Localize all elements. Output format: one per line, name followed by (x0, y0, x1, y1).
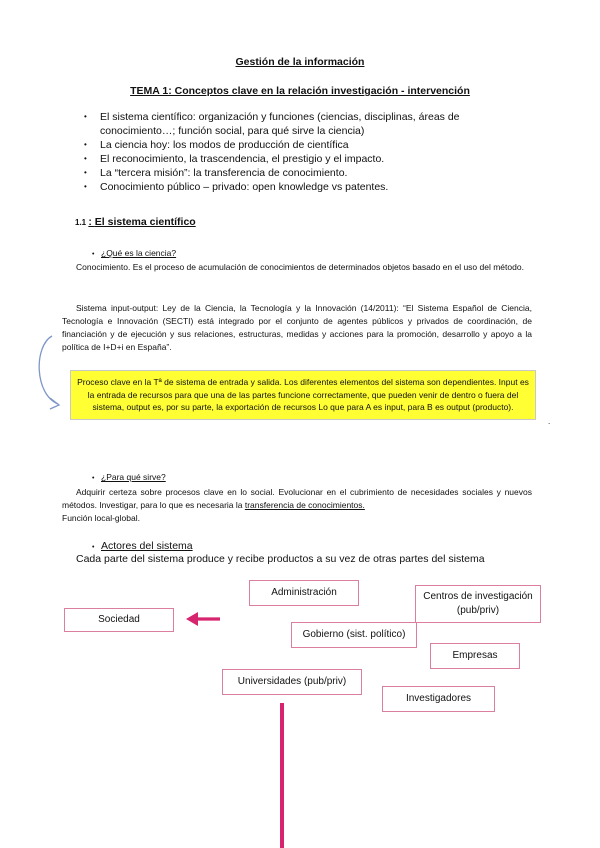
section-title: El sistema científico (94, 216, 196, 228)
list-item: • El sistema científico: organización y funciones (ciencias, disciplinas, áreas de conocimiento…; función social, para qué sirve la ciencia) (84, 110, 484, 138)
actor-box-investigadores: Investigadores (382, 686, 495, 712)
bullet-icon: • (92, 475, 95, 482)
actor-box-centros: Centros de investigación (pub/priv) (415, 585, 541, 623)
list-item: • La “tercera misión”: la transferencia de conocimiento. (84, 166, 484, 180)
document-title: Gestión de la información (235, 56, 365, 68)
local-global-text: Función local-global. (62, 513, 140, 523)
actor-box-administracion: Administración (249, 580, 359, 606)
actor-box-universidades: Universidades (pub/priv) (222, 669, 362, 695)
purpose-text: Adquirir certeza sobre procesos clave en lo social. Evolucionar en el cubrimiento de necesidades sociales y nuevos métodos. Investigar, para lo que es necesaria la (62, 487, 532, 510)
actor-box-empresas: Empresas (430, 643, 520, 669)
bullet-icon: • (92, 251, 95, 258)
purpose-paragraph (62, 486, 532, 525)
list-item: • El reconocimiento, la trascendencia, el prestigio y el impacto. (84, 152, 484, 166)
highlight-box: Proceso clave en la Tª de sistema de entrada y salida. Los diferentes elementos del sistema son dependientes. Input es la entrada de recursos para que una de las partes funcione correctamente, que pueden venir de dentro o fuera del sistema, output es, por su parte, la exportación de recursos Lo que para A es input, para B es output (producto). (70, 370, 536, 420)
topic-bullet-list (84, 110, 484, 194)
actor-box-sociedad: Sociedad (64, 608, 174, 632)
law-paragraph: Sistema input-output: Ley de la Ciencia, la Tecnología y la Innovación (14/2011): “El Sistema Español de Ciencia, Tecnología e Innovación (SECTI) está integrado por el conjunto de agentes públicos y privados de coordinación, de financiación y de ejecución y sus relaciones, estructuras, medidas y acciones para la promoción, desarrollo y apoyo a la política de I+D+i en España”. (62, 303, 532, 352)
question-what-is-science: ¿Qué es la ciencia? (101, 248, 177, 258)
question-what-for: ¿Para qué sirve? (101, 472, 166, 482)
topic-title: TEMA 1: Conceptos clave en la relación investigación - intervención (130, 85, 470, 97)
vertical-connector-line (280, 703, 284, 848)
actors-caption: Cada parte del sistema produce y recibe productos a su vez de otras partes del sistema (76, 553, 485, 565)
knowledge-transfer-link: transferencia de conocimientos. (244, 500, 365, 510)
section-colon: : (88, 216, 95, 228)
actors-heading: Actores del sistema (101, 540, 193, 552)
section-number: 1.1 (75, 218, 89, 227)
list-item: • Conocimiento público – privado: open knowledge vs patentes. (84, 180, 484, 194)
left-arrow-icon (184, 609, 224, 629)
bullet-icon: • (92, 544, 95, 551)
actor-box-gobierno: Gobierno (sist. político) (291, 622, 417, 648)
section-heading (75, 216, 196, 228)
definition-paragraph: Conocimiento. Es el proceso de acumulación de conocimientos de determinados objetos basado en el uso del método. (76, 262, 524, 272)
list-item: • La ciencia hoy: los modos de producción de científica (84, 138, 484, 152)
stray-dot: . (548, 417, 551, 426)
